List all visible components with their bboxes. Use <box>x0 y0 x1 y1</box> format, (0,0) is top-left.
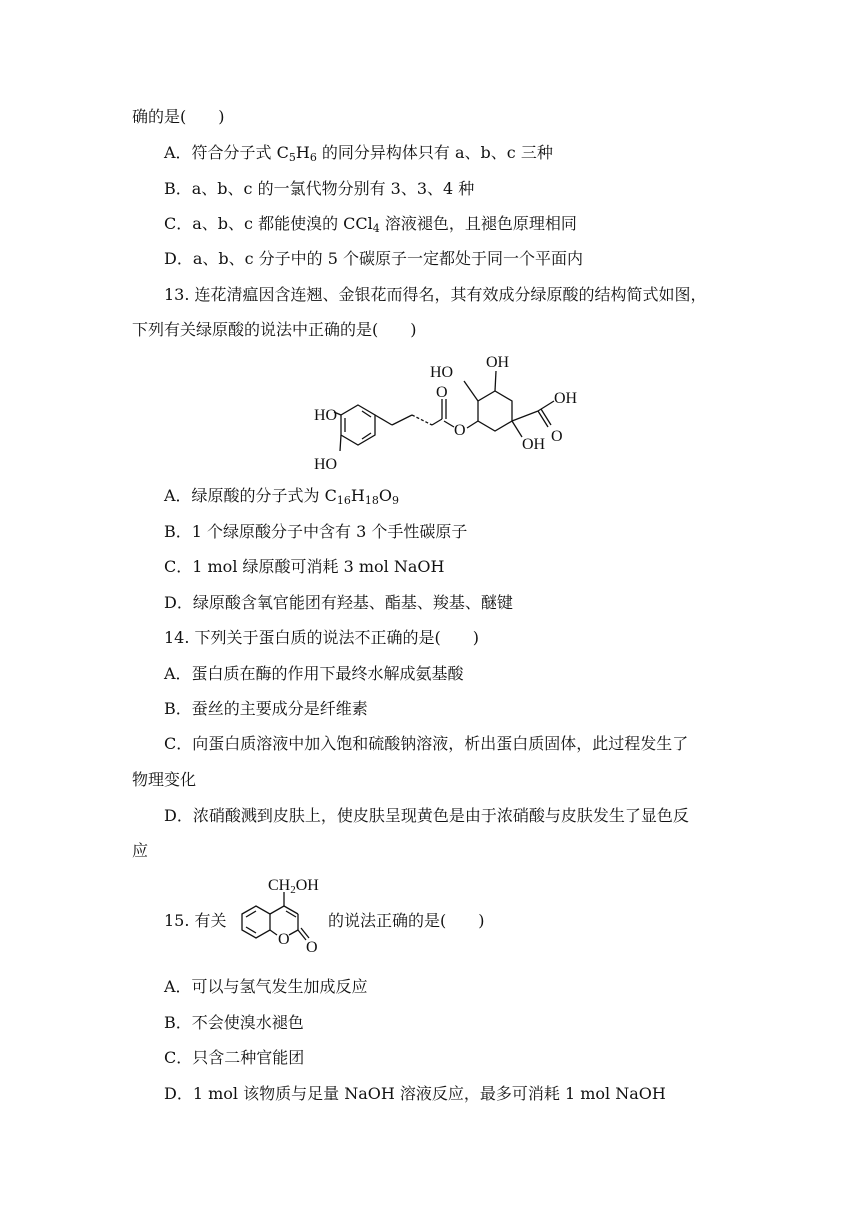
ho-label: HO <box>430 364 454 381</box>
q15-stem-post: 的说法正确的是( ) <box>328 911 485 930</box>
q13-option-c: C．1 mol 绿原酸可消耗 3 mol NaOH <box>164 557 445 576</box>
o-label: O <box>551 428 563 445</box>
q14-option-d-line2: 应 <box>132 841 149 860</box>
q12-option-c: C．a、b、c 都能使溴的 CCl$_4$ 溶液褪色，且褪色原理相同 <box>164 214 577 235</box>
q15-stem-pre: 15. 有关 <box>164 911 227 930</box>
q14-option-c-line2: 物理变化 <box>132 770 197 789</box>
coumarin-structure <box>220 872 330 966</box>
q14-option-b: B．蚕丝的主要成分是纤维素 <box>164 699 368 718</box>
q13-option-b: B．1 个绿原酸分子中含有 3 个手性碳原子 <box>164 522 468 541</box>
q12-stem-tail: 确的是( ) <box>132 107 225 126</box>
o-label: O <box>454 422 466 439</box>
q14-option-a: A．蛋白质在酶的作用下最终水解成氨基酸 <box>164 664 464 683</box>
oh-label: OH <box>486 354 510 371</box>
q12-option-a: A．符合分子式 $C_5H_6$ 的同分异构体只有 a、b、c 三种 <box>164 143 553 164</box>
q12-option-d: D．a、b、c 分子中的 5 个碳原子一定都处于同一个平面内 <box>164 249 584 268</box>
oh-label: OH <box>554 390 578 407</box>
o-label: O <box>306 939 318 956</box>
chlorogenic-acid-structure <box>300 345 600 479</box>
benzene-ring <box>242 906 270 938</box>
q13-option-a: A．绿原酸的分子式为 $C_{16}H_{18}O_9$ <box>164 486 399 507</box>
ch2oh-label: CH2OH <box>268 877 319 896</box>
q15-option-b: B．不会使溴水褪色 <box>164 1013 304 1032</box>
q14-option-d-line1: D．浓硝酸溅到皮肤上，使皮肤呈现黄色是由于浓硝酸与皮肤发生了显色反 <box>164 806 689 825</box>
benzene-ring <box>341 405 375 445</box>
ho-label: HO <box>314 407 338 424</box>
ho-label: HO <box>314 456 338 473</box>
q15-option-d: D．1 mol 该物质与足量 NaOH 溶液反应，最多可消耗 1 mol NaOH <box>164 1084 666 1103</box>
q15-option-c: C．只含二种官能团 <box>164 1048 305 1067</box>
o-label: O <box>436 384 448 401</box>
cyclohexane-ring <box>478 391 512 431</box>
q14-option-c-line1: C．向蛋白质溶液中加入饱和硫酸钠溶液，析出蛋白质固体，此过程发生了 <box>164 734 689 753</box>
o-label: O <box>278 931 290 948</box>
q13-stem-line2: 下列有关绿原酸的说法中正确的是( ) <box>132 320 417 339</box>
q14-stem: 14. 下列关于蛋白质的说法不正确的是( ) <box>164 628 480 647</box>
q12-option-b: B．a、b、c 的一氯代物分别有 3、3、4 种 <box>164 179 475 198</box>
q15-option-a: A．可以与氢气发生加成反应 <box>164 977 368 996</box>
oh-label: OH <box>522 436 546 453</box>
q13-option-d: D．绿原酸含氧官能团有羟基、酯基、羧基、醚键 <box>164 593 513 612</box>
q13-stem-line1: 13. 连花清瘟因含连翘、金银花而得名，其有效成分绿原酸的结构简式如图， <box>164 285 707 304</box>
